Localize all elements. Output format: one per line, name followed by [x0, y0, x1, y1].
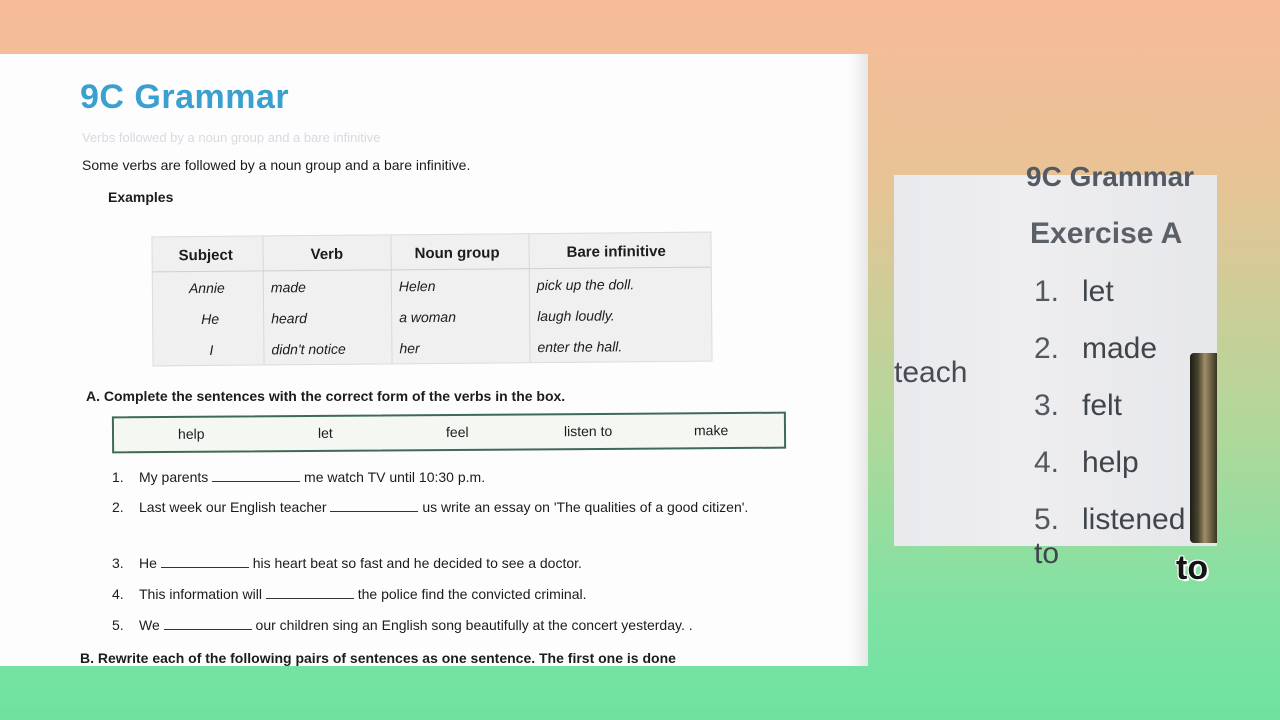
sentence-text: [139, 496, 789, 519]
sentence-start: This information will: [139, 586, 262, 602]
worksheet-subtitle: Verbs followed by a noun group and a bare infinitive: [82, 130, 381, 145]
sentence-start: We: [139, 617, 160, 633]
word-box-item: let: [317, 424, 333, 441]
answer-number: 4.: [1034, 446, 1060, 479]
answer-blank[interactable]: [161, 555, 249, 568]
book-edge-shadow: [1190, 353, 1217, 543]
table-row: [153, 332, 711, 368]
answer-text: felt: [1082, 389, 1123, 422]
answer-number: 5.: [1034, 503, 1060, 536]
table-row: [153, 270, 711, 306]
sentence-number: 1.: [112, 469, 124, 485]
table-cell: I: [209, 341, 214, 358]
table-cell: pick up the doll.: [536, 276, 635, 294]
answer-item: [1034, 389, 1122, 423]
table-row: [153, 301, 711, 337]
table-header: Verb: [310, 245, 344, 264]
sentence-number: 5.: [112, 617, 124, 633]
answer-blank[interactable]: [330, 499, 418, 512]
sentence-text: [139, 614, 789, 637]
sentence-text: [139, 466, 789, 489]
sentence-number: 4.: [112, 586, 124, 602]
answer-number: 3.: [1034, 389, 1060, 422]
table-cell: Helen: [398, 277, 436, 295]
question-a-instruction: A. Complete the sentences with the correct form of the verbs in the box.: [86, 388, 566, 404]
answer-text: let: [1082, 275, 1114, 308]
question-b-instruction: B. Rewrite each of the following pairs of sentences as one sentence. The first one is done: [80, 650, 676, 666]
exercise-label: Exercise A: [1030, 217, 1183, 250]
answer-blank[interactable]: [266, 586, 354, 599]
sentence-end: our children sing an English song beautifully at the concert yesterday. .: [255, 617, 693, 633]
side-word: teach: [894, 356, 968, 389]
answer-item: [1034, 332, 1157, 366]
answer-item: [1034, 446, 1139, 480]
worksheet-title: 9C Grammar: [80, 78, 290, 116]
table-header: Bare infinitive: [566, 242, 666, 261]
sentence-text: [139, 583, 789, 606]
table-cell: heard: [271, 310, 308, 327]
table-cell: enter the hall.: [537, 338, 623, 356]
table-cell: He: [201, 310, 220, 328]
sentence-end: his heart beat so fast and he decided to see a doctor.: [252, 555, 582, 571]
word-box: [112, 412, 786, 454]
sentence-start: He: [139, 555, 157, 571]
word-box-item: make: [693, 422, 729, 439]
answer-blank[interactable]: [164, 617, 252, 630]
sentence-end: the police find the convicted criminal.: [357, 586, 587, 602]
sentence-end: me watch TV until 10:30 p.m.: [304, 469, 486, 485]
table-cell: laugh loudly.: [537, 307, 615, 325]
sentence-start: Last week our English teacher: [139, 499, 327, 515]
intro-text: Some verbs are followed by a noun group and a bare infinitive.: [82, 157, 471, 173]
answer-item: [1034, 275, 1114, 309]
table-cell: made: [270, 279, 306, 296]
sentence-end: us write an essay on 'The qualities of a good citizen'.: [422, 499, 749, 515]
answers-panel-title: 9C Grammar: [1026, 161, 1195, 192]
answer-blank[interactable]: [212, 469, 300, 482]
answer-number: 2.: [1034, 332, 1060, 365]
sentence-number: 3.: [112, 555, 124, 571]
answer-text: listened to: [1034, 503, 1186, 570]
table-header-row: [152, 237, 710, 273]
word-box-item: feel: [445, 423, 469, 441]
answers-panel: [894, 161, 1217, 570]
answer-number: 1.: [1034, 275, 1060, 308]
table-header: Noun group: [414, 244, 500, 263]
overlay-caption: to: [1176, 549, 1209, 587]
examples-label: Examples: [108, 189, 174, 205]
sentence-start: My parents: [139, 469, 209, 485]
table-header: Subject: [178, 246, 233, 265]
table-cell: her: [399, 340, 420, 357]
word-box-item: help: [177, 425, 205, 442]
word-box-item: listen to: [563, 422, 613, 440]
sentence-number: 2.: [112, 499, 124, 515]
answer-text: help: [1082, 446, 1139, 479]
table-cell: a woman: [399, 308, 457, 326]
sentence-text: [139, 552, 789, 575]
table-cell: Annie: [188, 279, 225, 297]
worksheet-page: [0, 54, 868, 666]
answer-text: made: [1082, 332, 1158, 365]
examples-table: [151, 232, 712, 367]
table-cell: didn't notice: [271, 340, 346, 358]
